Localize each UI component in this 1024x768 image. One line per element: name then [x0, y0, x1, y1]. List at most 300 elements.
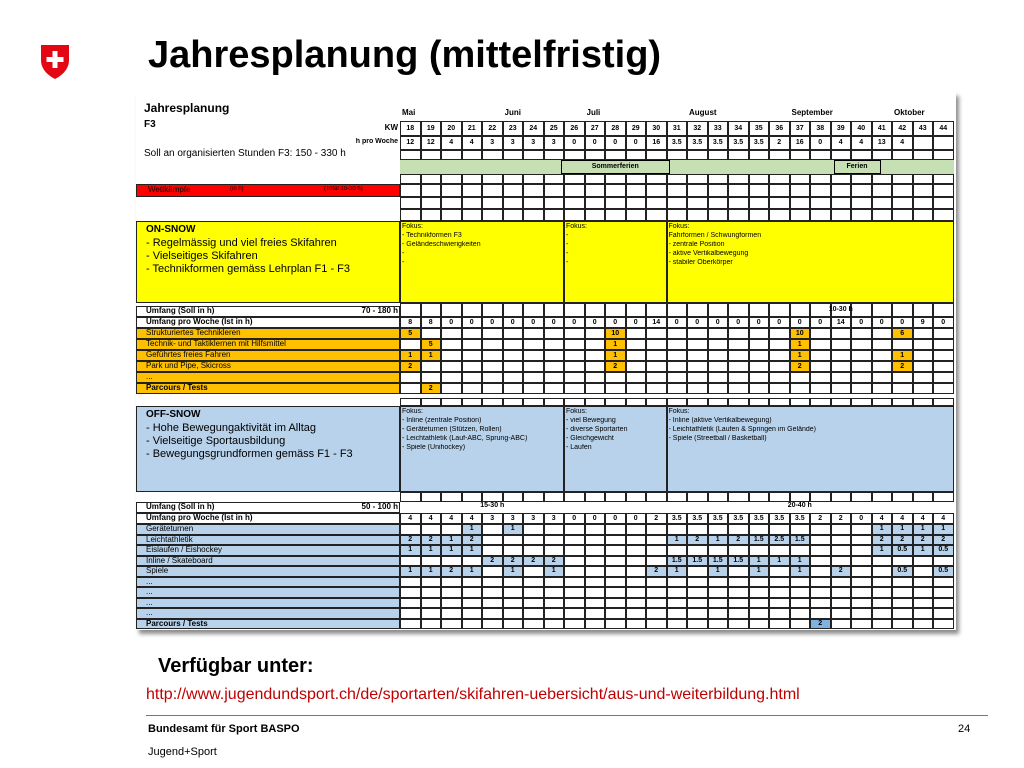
- activity-cell: [913, 350, 934, 361]
- activity-cell: [728, 619, 749, 630]
- activity-cell: [503, 587, 524, 598]
- grid-cell: [831, 150, 852, 160]
- activity-cell: [421, 372, 442, 383]
- activity-cell: [831, 339, 852, 350]
- value-cell: 0: [933, 317, 954, 328]
- activity-cell: [687, 524, 708, 535]
- grid-cell: [503, 303, 524, 317]
- section-line: - Vielseitige Sportausbildung: [146, 435, 286, 447]
- grid-cell: [400, 492, 421, 502]
- activity-cell: 1: [913, 524, 934, 535]
- activity-cell: [708, 619, 729, 630]
- activity-label: Parcours / Tests: [146, 383, 208, 392]
- grid-cell: [441, 492, 462, 502]
- activity-cell: 2: [892, 535, 913, 546]
- activity-cell: [728, 361, 749, 372]
- activity-cell: [503, 328, 524, 339]
- focus-line: - Technikformen F3: [402, 232, 462, 239]
- focus-line: - Leichtathletik (Lauf-ABC, Sprung-ABC): [402, 435, 528, 442]
- activity-cell: [790, 587, 811, 598]
- source-link[interactable]: http://www.jugendundsport.ch/de/sportarten/skifahren-uebersicht/aus-und-weiterbildung.html: [146, 686, 800, 703]
- activity-cell: [564, 350, 585, 361]
- grid-cell: [892, 150, 913, 160]
- value-cell: 0: [769, 317, 790, 328]
- activity-cell: 2: [544, 556, 565, 567]
- activity-cell: [913, 328, 934, 339]
- activity-cell: [585, 566, 606, 577]
- activity-cell: [626, 361, 647, 372]
- activity-cell: [482, 372, 503, 383]
- activity-cell: 10: [605, 328, 626, 339]
- grid-cell: [872, 197, 893, 209]
- activity-cell: [790, 598, 811, 609]
- activity-cell: [913, 619, 934, 630]
- value-cell: 3.5: [728, 136, 749, 150]
- grid-cell: [523, 303, 544, 317]
- activity-cell: [913, 577, 934, 588]
- activity-cell: 1: [769, 556, 790, 567]
- value-cell: 4: [851, 136, 872, 150]
- activity-cell: [769, 328, 790, 339]
- activity-cell: [851, 361, 872, 372]
- grid-cell: [503, 184, 524, 197]
- activity-cell: 1: [605, 350, 626, 361]
- value-cell: 0: [605, 317, 626, 328]
- activity-cell: [482, 608, 503, 619]
- grid-cell: [933, 209, 954, 221]
- activity-cell: [913, 361, 934, 372]
- activity-cell: 1.5: [749, 535, 770, 546]
- activity-cell: [482, 545, 503, 556]
- grid-cell: [585, 150, 606, 160]
- activity-cell: [851, 545, 872, 556]
- activity-cell: 2: [482, 556, 503, 567]
- value-cell: 0: [872, 317, 893, 328]
- focus-line: -: [402, 250, 405, 257]
- activity-cell: 1: [400, 545, 421, 556]
- activity-cell: [851, 619, 872, 630]
- activity-cell: 1: [462, 545, 483, 556]
- value-cell: 3.5: [769, 513, 790, 524]
- activity-cell: [585, 339, 606, 350]
- activity-cell: [503, 383, 524, 394]
- grid-cell: [441, 174, 462, 184]
- grid-cell: [646, 303, 667, 317]
- activity-cell: [851, 339, 872, 350]
- activity-cell: 1: [708, 566, 729, 577]
- activity-cell: [769, 619, 790, 630]
- grid-cell: [626, 174, 647, 184]
- value-cell: 13: [872, 136, 893, 150]
- value-cell: 4: [441, 136, 462, 150]
- grid-cell: [667, 197, 688, 209]
- grid-cell: [605, 398, 626, 406]
- grid-cell: [605, 197, 626, 209]
- activity-cell: [728, 372, 749, 383]
- umfang-mid: 15-30 h: [480, 502, 505, 509]
- activity-cell: [851, 556, 872, 567]
- activity-cell: [790, 372, 811, 383]
- grid-cell: [585, 492, 606, 502]
- activity-cell: [810, 524, 831, 535]
- activity-cell: [585, 535, 606, 546]
- activity-cell: [749, 545, 770, 556]
- activity-cell: [605, 535, 626, 546]
- activity-cell: [667, 608, 688, 619]
- activity-cell: [831, 383, 852, 394]
- grid-cell: [441, 303, 462, 317]
- activity-cell: [913, 556, 934, 567]
- value-cell: 4: [400, 513, 421, 524]
- activity-cell: [667, 545, 688, 556]
- activity-cell: [626, 598, 647, 609]
- value-cell: 38: [810, 121, 831, 136]
- activity-cell: 2: [400, 535, 421, 546]
- grid-cell: [462, 209, 483, 221]
- grid-cell: [769, 492, 790, 502]
- activity-cell: 1.5: [667, 556, 688, 567]
- value-cell: 14: [831, 317, 852, 328]
- grid-cell: [687, 184, 708, 197]
- activity-cell: [626, 524, 647, 535]
- activity-cell: [872, 577, 893, 588]
- activity-cell: [626, 328, 647, 339]
- focus-line: - zentrale Position: [668, 241, 725, 248]
- activity-cell: [462, 361, 483, 372]
- grid-cell: [831, 492, 852, 502]
- grid-cell: [872, 209, 893, 221]
- value-cell: 0: [810, 136, 831, 150]
- grid-cell: [872, 398, 893, 406]
- grid-cell: [646, 174, 667, 184]
- activity-cell: [790, 577, 811, 588]
- activity-cell: [441, 577, 462, 588]
- value-cell: 2: [831, 513, 852, 524]
- grid-cell: [564, 150, 585, 160]
- focus-line: -: [566, 259, 569, 266]
- activity-cell: [585, 598, 606, 609]
- activity-cell: 1: [708, 535, 729, 546]
- grid-cell: [831, 184, 852, 197]
- activity-label: Geräteturnen: [146, 524, 194, 533]
- activity-cell: [626, 383, 647, 394]
- activity-cell: [585, 556, 606, 567]
- grid-cell: [585, 303, 606, 317]
- activity-cell: 1: [544, 566, 565, 577]
- grid-cell: [708, 303, 729, 317]
- grid-cell: [523, 209, 544, 221]
- focus-line: -: [566, 241, 569, 248]
- grid-cell: [400, 197, 421, 209]
- grid-cell: [626, 398, 647, 406]
- activity-cell: [646, 339, 667, 350]
- activity-cell: 1: [749, 556, 770, 567]
- activity-cell: [913, 383, 934, 394]
- activity-cell: [749, 587, 770, 598]
- activity-cell: [728, 524, 749, 535]
- activity-label: Leichtathletik: [146, 534, 193, 544]
- activity-cell: [523, 545, 544, 556]
- activity-cell: [687, 545, 708, 556]
- activity-cell: [441, 524, 462, 535]
- activity-cell: [626, 587, 647, 598]
- activity-cell: [708, 524, 729, 535]
- grid-cell: [933, 197, 954, 209]
- grid-cell: [441, 398, 462, 406]
- grid-cell: [790, 197, 811, 209]
- value-cell: 3: [503, 513, 524, 524]
- activity-cell: 1: [503, 566, 524, 577]
- activity-cell: [400, 598, 421, 609]
- grid-cell: [441, 184, 462, 197]
- activity-cell: [667, 577, 688, 588]
- activity-label: Park und Pipe, Skicross: [146, 361, 231, 370]
- activity-cell: [646, 328, 667, 339]
- activity-cell: [421, 524, 442, 535]
- activity-cell: [503, 545, 524, 556]
- activity-cell: [523, 587, 544, 598]
- activity-cell: [585, 524, 606, 535]
- grid-cell: [728, 492, 749, 502]
- activity-cell: [585, 619, 606, 630]
- activity-cell: [769, 372, 790, 383]
- activity-cell: [708, 328, 729, 339]
- grid-cell: [421, 303, 442, 317]
- activity-cell: [441, 598, 462, 609]
- grid-cell: [482, 197, 503, 209]
- activity-cell: [400, 339, 421, 350]
- value-cell: 0: [605, 136, 626, 150]
- value-cell: 0: [810, 317, 831, 328]
- activity-cell: [667, 383, 688, 394]
- value-cell: 0: [564, 136, 585, 150]
- activity-label: Spiele: [146, 566, 169, 575]
- activity-cell: [667, 524, 688, 535]
- activity-cell: [667, 350, 688, 361]
- value-cell: 4: [933, 513, 954, 524]
- activity-cell: [708, 350, 729, 361]
- activity-cell: [605, 556, 626, 567]
- activity-cell: 2: [421, 383, 442, 394]
- grid-cell: [544, 398, 565, 406]
- activity-cell: [687, 577, 708, 588]
- activity-cell: [523, 328, 544, 339]
- activity-cell: 2: [728, 535, 749, 546]
- activity-cell: [544, 361, 565, 372]
- activity-cell: [769, 587, 790, 598]
- activity-cell: [728, 577, 749, 588]
- activity-cell: 1: [892, 350, 913, 361]
- activity-cell: [831, 535, 852, 546]
- activity-cell: [708, 361, 729, 372]
- activity-cell: [482, 524, 503, 535]
- activity-cell: [503, 361, 524, 372]
- activity-cell: [482, 587, 503, 598]
- value-cell: 29: [626, 121, 647, 136]
- value-cell: 3: [523, 513, 544, 524]
- grid-cell: [462, 492, 483, 502]
- value-cell: 37: [790, 121, 811, 136]
- activity-cell: [810, 587, 831, 598]
- activity-cell: [708, 608, 729, 619]
- focus-line: Fokus:: [402, 408, 424, 415]
- focus-line: -: [402, 259, 405, 266]
- value-cell: 12: [400, 136, 421, 150]
- activity-cell: [441, 619, 462, 630]
- activity-cell: [667, 361, 688, 372]
- activity-cell: [523, 608, 544, 619]
- activity-cell: [482, 350, 503, 361]
- activity-cell: [605, 372, 626, 383]
- activity-cell: [400, 608, 421, 619]
- month-label: September: [791, 108, 833, 117]
- grid-cell: [687, 492, 708, 502]
- activity-cell: 2: [831, 566, 852, 577]
- grid-cell: [769, 197, 790, 209]
- activity-cell: 2: [421, 535, 442, 546]
- activity-cell: [769, 545, 790, 556]
- activity-cell: [667, 372, 688, 383]
- activity-cell: [913, 566, 934, 577]
- grid-cell: [687, 150, 708, 160]
- value-cell: 9: [913, 317, 934, 328]
- grid-cell: [708, 184, 729, 197]
- activity-cell: [851, 608, 872, 619]
- value-cell: 0: [892, 317, 913, 328]
- grid-cell: [462, 150, 483, 160]
- available-label: Verfügbar unter:: [158, 655, 314, 677]
- activity-cell: [626, 619, 647, 630]
- activity-cell: [544, 339, 565, 350]
- activity-cell: [523, 535, 544, 546]
- grid-cell: [503, 174, 524, 184]
- grid-cell: [421, 184, 442, 197]
- soll-hours: Soll an organisierten Stunden F3: 150 - 330 h: [144, 148, 346, 159]
- activity-cell: [605, 545, 626, 556]
- grid-cell: [441, 209, 462, 221]
- value-cell: 35: [749, 121, 770, 136]
- activity-cell: [749, 361, 770, 372]
- grid-cell: [646, 184, 667, 197]
- activity-cell: [626, 545, 647, 556]
- umfang-label: Umfang (Soll in h): [146, 306, 215, 315]
- activity-cell: [749, 328, 770, 339]
- activity-cell: [810, 535, 831, 546]
- activity-cell: [441, 372, 462, 383]
- activity-cell: [749, 524, 770, 535]
- value-cell: 4: [892, 136, 913, 150]
- activity-cell: [605, 619, 626, 630]
- value-cell: 42: [892, 121, 913, 136]
- activity-cell: [605, 383, 626, 394]
- grid-cell: [790, 492, 811, 502]
- activity-cell: [933, 361, 954, 372]
- activity-cell: [769, 577, 790, 588]
- activity-cell: [687, 328, 708, 339]
- value-cell: 34: [728, 121, 749, 136]
- activity-cell: [646, 535, 667, 546]
- activity-cell: 5: [400, 328, 421, 339]
- activity-cell: [687, 339, 708, 350]
- activity-label: Technik- und Taktiklernen mit Hilfsmittel: [146, 339, 286, 348]
- focus-line: - Geräteturnen (Stützen, Rollen): [402, 426, 502, 433]
- activity-cell: [626, 608, 647, 619]
- activity-cell: [728, 545, 749, 556]
- value-cell: 32: [687, 121, 708, 136]
- activity-cell: [421, 361, 442, 372]
- wettkaempfe-label: Wettkämpfe: [148, 185, 191, 194]
- activity-cell: [421, 587, 442, 598]
- value-cell: 4: [913, 513, 934, 524]
- activity-cell: [564, 598, 585, 609]
- focus-line: -: [566, 250, 569, 257]
- pro-woche-label: Umfang pro Woche (Ist in h): [146, 317, 253, 326]
- activity-cell: [646, 608, 667, 619]
- activity-cell: [687, 350, 708, 361]
- grid-cell: [421, 174, 442, 184]
- grid-cell: [585, 184, 606, 197]
- grid-cell: [749, 150, 770, 160]
- grid-cell: [503, 197, 524, 209]
- grid-cell: [687, 197, 708, 209]
- focus-line: - stabiler Oberkörper: [668, 259, 733, 266]
- activity-cell: [646, 361, 667, 372]
- activity-cell: [605, 566, 626, 577]
- activity-cell: [892, 556, 913, 567]
- activity-cell: 2: [605, 361, 626, 372]
- grid-cell: [544, 197, 565, 209]
- value-cell: 0: [523, 317, 544, 328]
- activity-cell: [462, 556, 483, 567]
- kw-label: KW: [384, 123, 398, 132]
- activity-cell: [605, 587, 626, 598]
- activity-cell: 1: [503, 524, 524, 535]
- grid-cell: [851, 492, 872, 502]
- grid-cell: [687, 398, 708, 406]
- grid-cell: [831, 174, 852, 184]
- grid-cell: [523, 492, 544, 502]
- activity-cell: [482, 619, 503, 630]
- activity-cell: [749, 372, 770, 383]
- activity-cell: [544, 598, 565, 609]
- activity-cell: [646, 524, 667, 535]
- activity-cell: [810, 566, 831, 577]
- footer-divider: [146, 715, 988, 716]
- wettkaempfe-unit: (in h): [230, 186, 244, 192]
- grid-cell: [708, 150, 729, 160]
- grid-cell: [605, 209, 626, 221]
- grid-cell: [708, 209, 729, 221]
- grid-cell: [872, 184, 893, 197]
- grid-cell: [790, 209, 811, 221]
- value-cell: 21: [462, 121, 483, 136]
- grid-cell: [913, 197, 934, 209]
- activity-cell: [708, 587, 729, 598]
- umfang-label: Umfang (Soll in h): [146, 502, 215, 511]
- activity-cell: [462, 598, 483, 609]
- activity-cell: [769, 598, 790, 609]
- value-cell: 0: [851, 513, 872, 524]
- value-cell: 3.5: [667, 136, 688, 150]
- activity-cell: [831, 587, 852, 598]
- activity-cell: 1: [790, 339, 811, 350]
- activity-cell: [503, 619, 524, 630]
- activity-cell: [810, 361, 831, 372]
- activity-cell: [441, 587, 462, 598]
- grid-cell: [749, 184, 770, 197]
- activity-cell: [769, 524, 790, 535]
- value-cell: 4: [421, 513, 442, 524]
